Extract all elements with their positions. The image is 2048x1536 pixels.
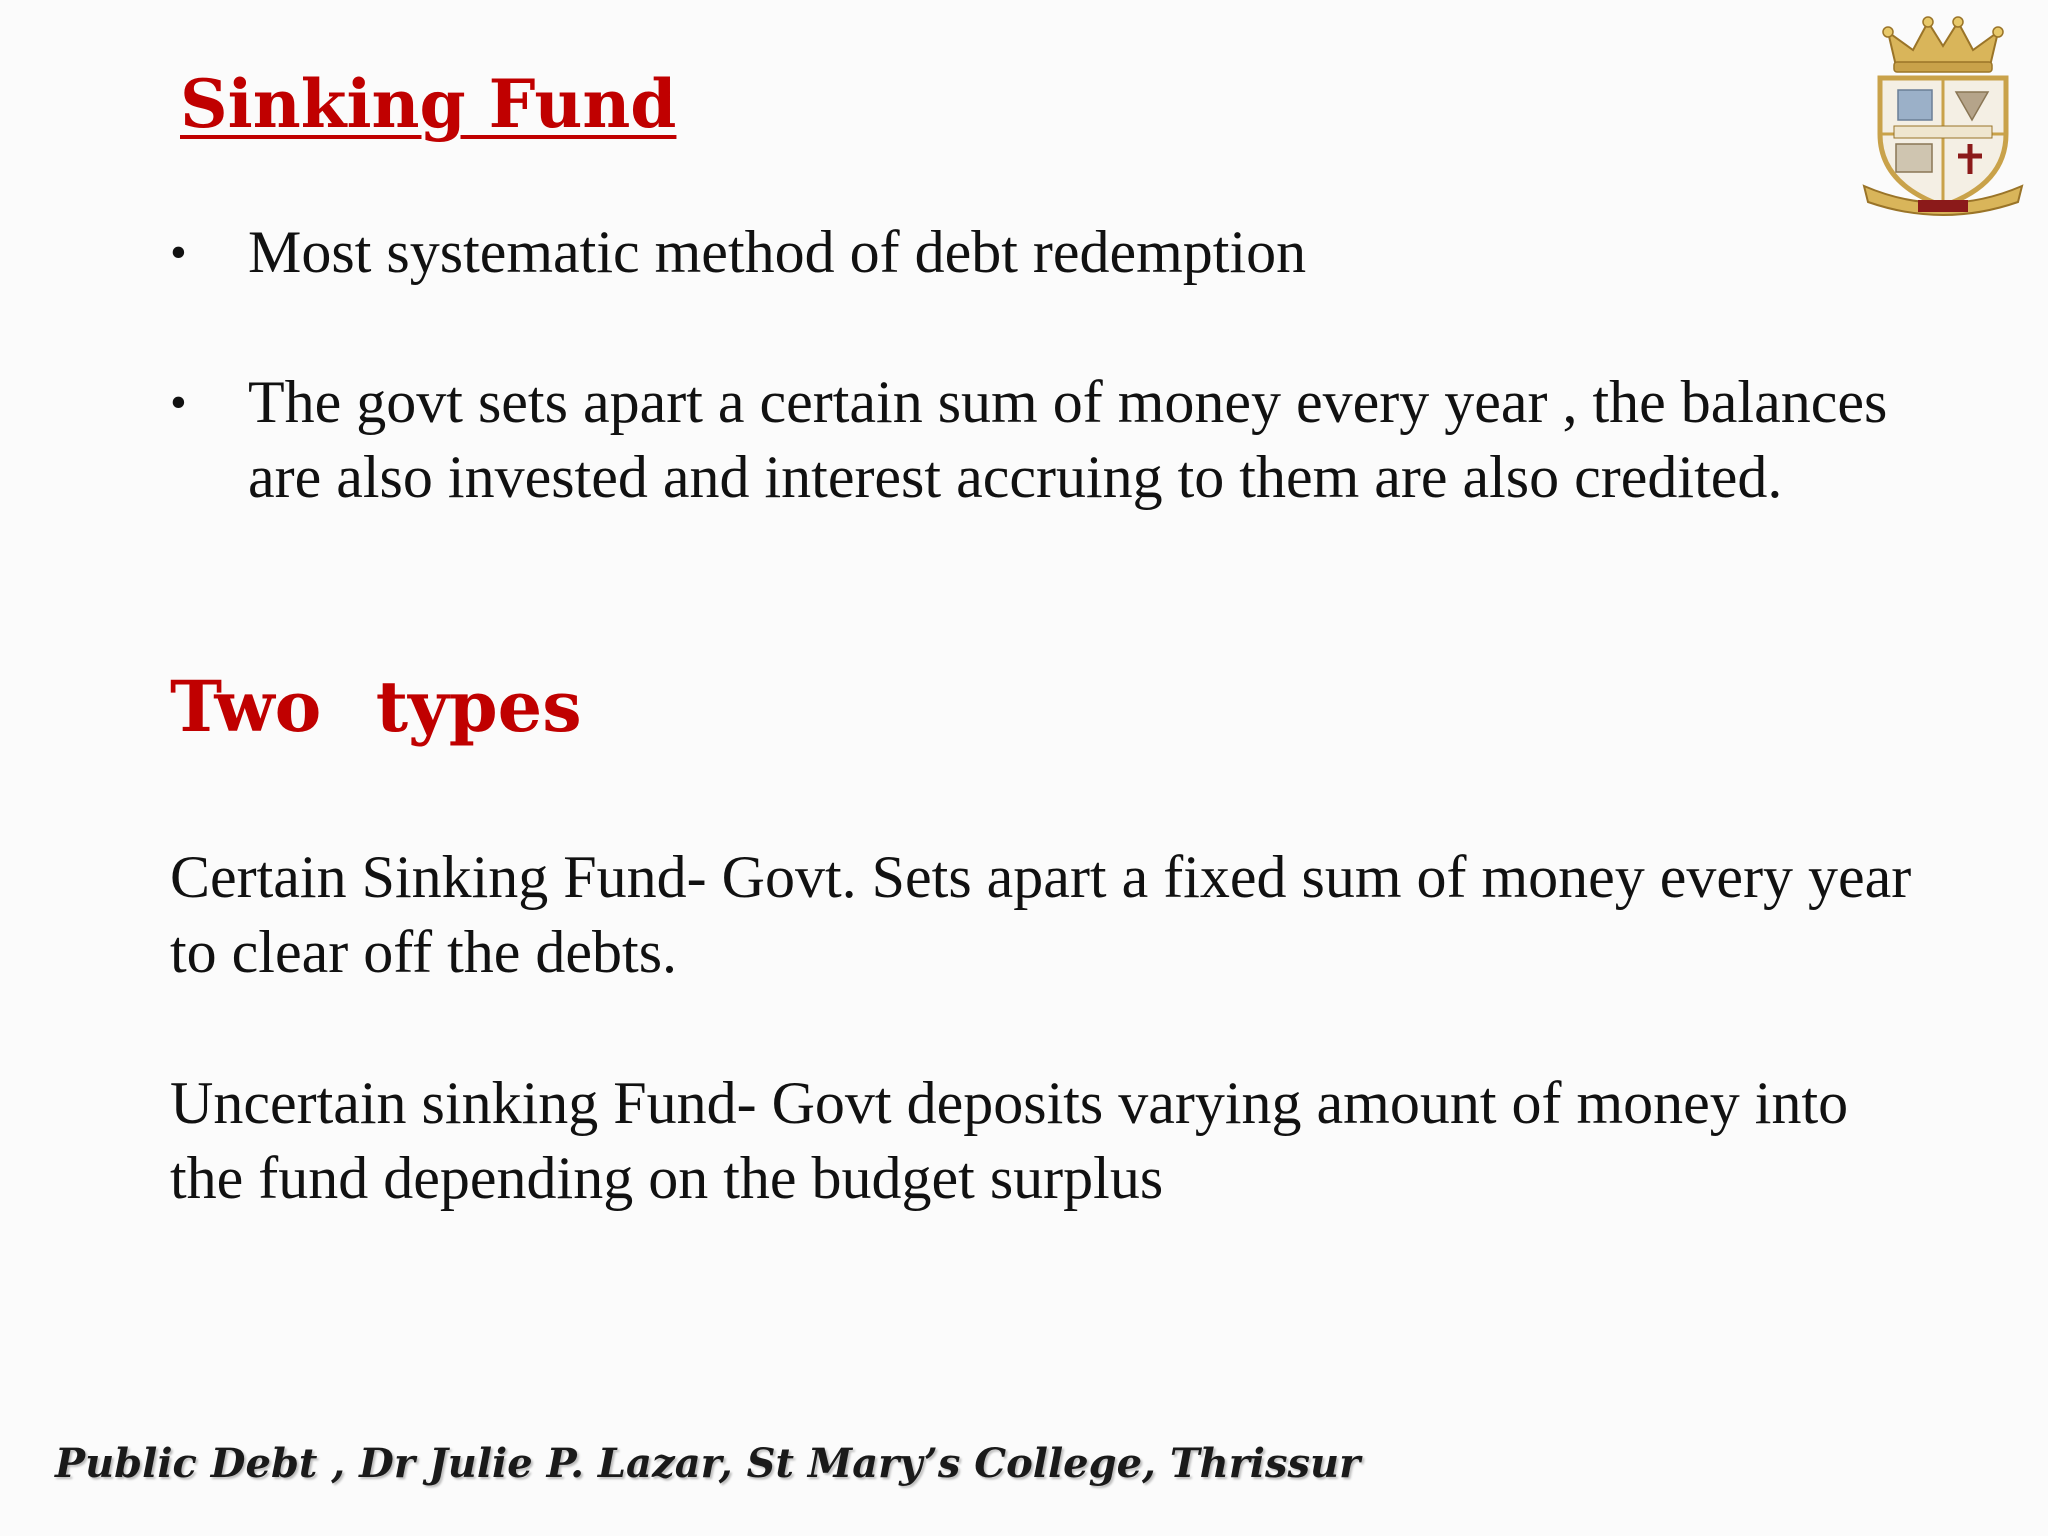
section-heading: Two types (170, 665, 582, 748)
crown-icon (1883, 17, 2003, 72)
shield-icon (1880, 78, 2006, 206)
bullet-item (170, 365, 1890, 515)
bullet-list (170, 215, 1890, 515)
bullet-text: Most systematic method of debt redemption (248, 219, 1307, 285)
slide-footer: Public Debt , Dr Julie P. Lazar, St Mary’s College, Thrissur (55, 1440, 1361, 1487)
bullet-text: The govt sets apart a certain sum of money every year , the balances are also invested and interest accruing to them are also credited. (248, 369, 1888, 510)
uncertain-sinking-fund-paragraph: Uncertain sinking Fund- Govt deposits varying amount of money into the fund depending on the budget surplus (170, 1070, 1849, 1211)
bullet-marker: • (170, 376, 187, 429)
slide-title: Sinking Fund (180, 65, 677, 143)
bullet-marker: • (170, 226, 187, 279)
college-crest-icon (1858, 14, 2028, 220)
bullet-item (170, 215, 1890, 290)
certain-sinking-fund-paragraph: Certain Sinking Fund- Govt. Sets apart a fixed sum of money every year to clear off the debts. (170, 844, 1912, 985)
